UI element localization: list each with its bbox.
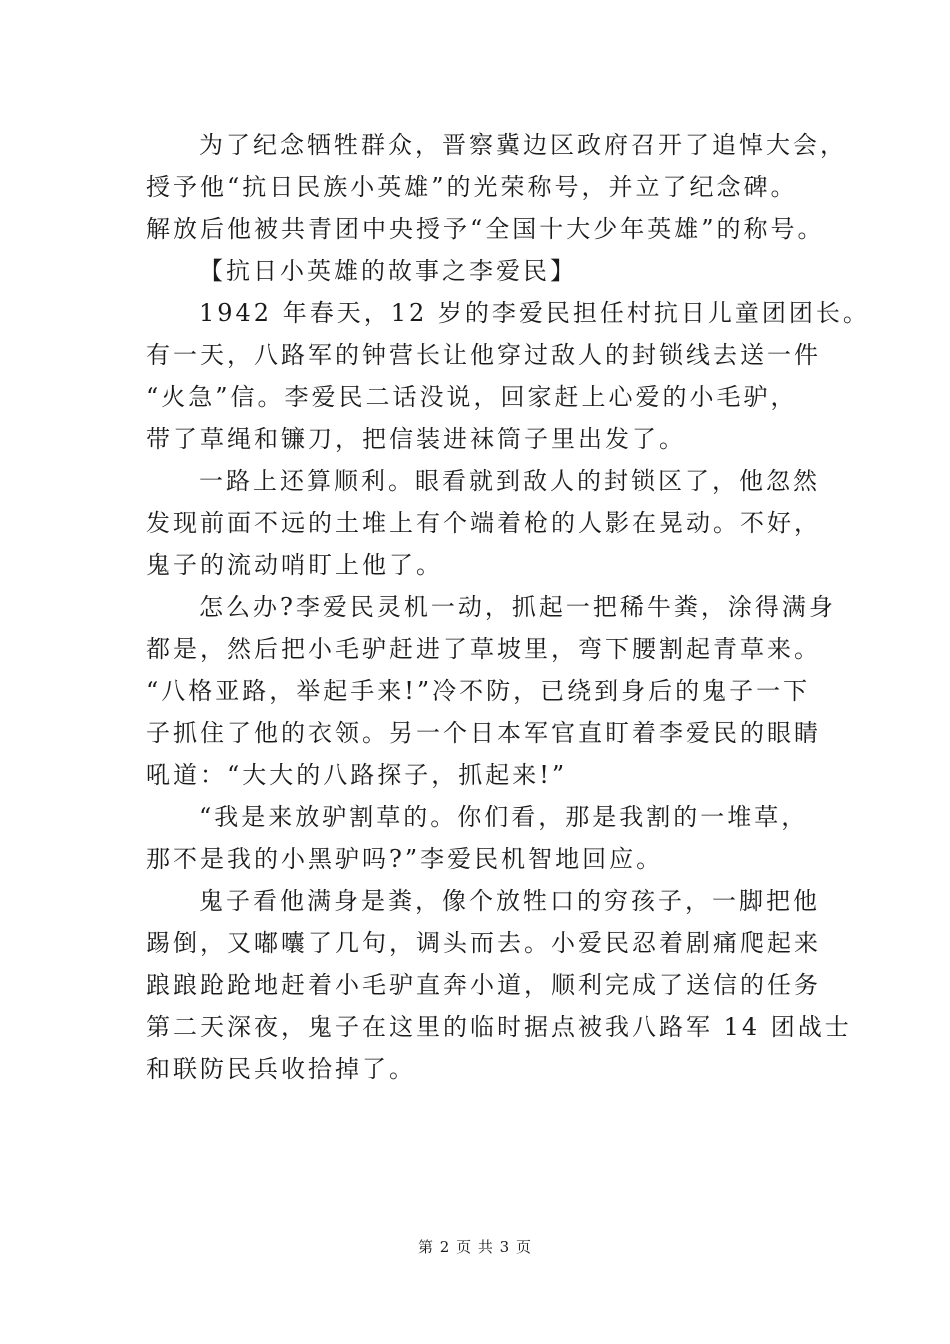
text-line: 第二天深夜，鬼子在这里的临时据点被我八路军 14 团战士 — [146, 1013, 852, 1041]
text-line: 解放后他被共青团中央授予“全国十大少年英雄”的称号。 — [146, 215, 825, 243]
text-line: “火急”信。李爱民二话没说，回家赶上心爱的小毛驴， — [146, 383, 798, 411]
paragraph-memorial — [146, 124, 847, 250]
page-number-footer: 第 2 页 共 3 页 — [418, 1238, 532, 1256]
text-line: “我是来放驴割草的。你们看，那是我割的一堆草， — [199, 803, 809, 831]
text-line: “八格亚路，举起手来!”冷不防，已绕到身后的鬼子一下 — [146, 677, 811, 705]
paragraph-reply — [146, 796, 821, 880]
text-line: 那不是我的小黑驴吗?”李爱民机智地回应。 — [146, 845, 664, 873]
paragraph-intro — [146, 292, 870, 460]
text-line: 授予他“抗日民族小英雄”的光荣称号，并立了纪念碑。 — [146, 173, 798, 201]
text-line: 和联防民兵收拾掉了。 — [146, 1055, 416, 1083]
text-line: 鬼子看他满身是粪，像个放牲口的穷孩子，一脚把他 — [199, 887, 820, 915]
paragraph-journey — [146, 460, 821, 586]
text-line: 都是，然后把小毛驴赶进了草坡里，弯下腰割起青草来。 — [146, 635, 821, 663]
text-line: 鬼子的流动哨盯上他了。 — [146, 551, 443, 579]
document-body — [146, 124, 870, 1090]
text-line: 吼道：“大大的八路探子，抓起来!” — [146, 761, 568, 789]
text-line: 怎么办?李爱民灵机一动，抓起一把稀牛粪，涂得满身 — [199, 593, 836, 621]
text-line: 踢倒，又嘟囔了几句，调头而去。小爱民忍着剧痛爬起来 — [146, 929, 821, 957]
text-line: 子抓住了他的衣领。另一个日本军官直盯着李爱民的眼睛 — [146, 719, 821, 747]
text-line: 有一天，八路军的钟营长让他穿过敌人的封锁线去送一件 — [146, 341, 821, 369]
text-line: 发现前面不远的土堆上有个端着枪的人影在晃动。不好， — [146, 509, 821, 537]
text-line: 1942 年春天，12 岁的李爱民担任村抗日儿童团团长。 — [199, 299, 870, 327]
text-line: 一路上还算顺利。眼看就到敌人的封锁区了，他忽然 — [199, 467, 820, 495]
text-line: 踉踉跄跄地赶着小毛驴直奔小道，顺利完成了送信的任务 — [146, 971, 821, 999]
heading-line: 【抗日小英雄的故事之李爱民】 — [199, 257, 577, 285]
text-line: 为了纪念牺牲群众，晋察冀边区政府召开了追悼大会， — [199, 131, 847, 159]
paragraph-disguise — [146, 586, 836, 796]
paragraph-ending — [146, 880, 852, 1090]
text-line: 带了草绳和镰刀，把信装进袜筒子里出发了。 — [146, 425, 686, 453]
section-heading — [146, 250, 821, 292]
